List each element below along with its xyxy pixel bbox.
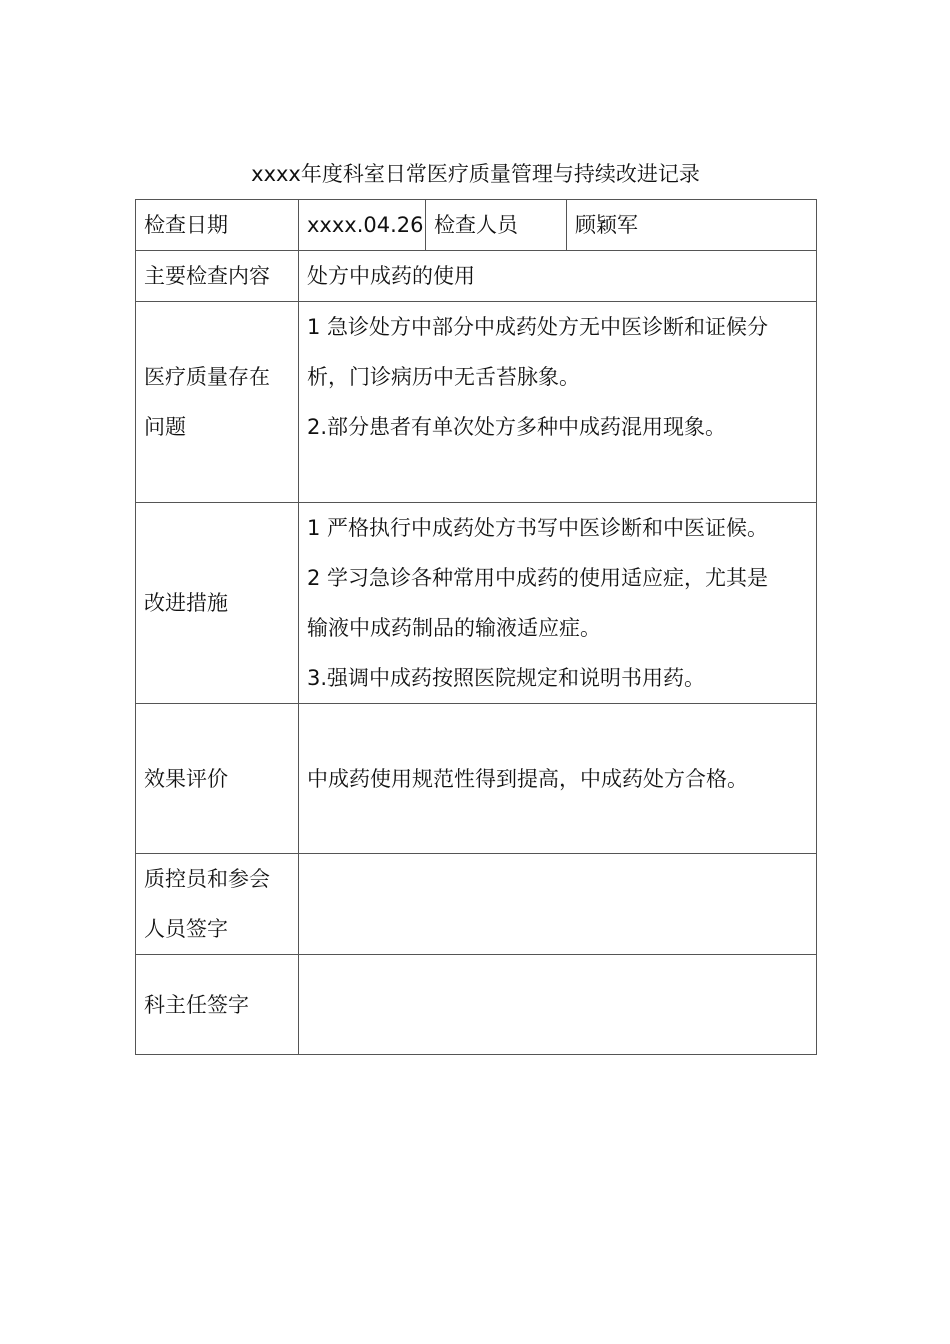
problems-label: 医疗质量存在问题 — [136, 302, 299, 503]
inspection-date-value: xxxx.04.26 — [299, 200, 426, 251]
measures-content — [299, 503, 817, 704]
main-content-value: 处方中成药的使用 — [299, 251, 817, 302]
problems-line-3: 2.部分患者有单次处方多种中成药混用现象。 — [307, 415, 727, 439]
measures-line-4: 3.强调中成药按照医院规定和说明书用药。 — [307, 666, 706, 690]
problems-blank-line — [307, 452, 808, 502]
row-director-sign — [136, 955, 817, 1055]
row-qc-sign — [136, 854, 817, 955]
director-sign-label: 科主任签字 — [136, 955, 299, 1055]
measures-line-3: 输液中成药制品的输液适应症。 — [307, 616, 601, 640]
effect-value: 中成药使用规范性得到提高，中成药处方合格。 — [299, 704, 817, 854]
problems-content — [299, 302, 817, 503]
director-sign-field — [299, 955, 817, 1055]
inspector-value: 顾颖军 — [567, 200, 817, 251]
qc-sign-label: 质控员和参会人员签字 — [136, 854, 299, 955]
row-effect — [136, 704, 817, 854]
inspection-date-label: 检查日期 — [136, 200, 299, 251]
inspector-label: 检查人员 — [426, 200, 567, 251]
qc-sign-field — [299, 854, 817, 955]
row-measures — [136, 503, 817, 704]
main-content-label: 主要检查内容 — [136, 251, 299, 302]
effect-label: 效果评价 — [136, 704, 299, 854]
problems-line-1: 1 急诊处方中部分中成药处方无中医诊断和证候分 — [307, 315, 769, 339]
measures-label: 改进措施 — [136, 503, 299, 704]
row-problems — [136, 302, 817, 503]
row-inspection — [136, 200, 817, 251]
measures-line-1: 1 严格执行中成药处方书写中医诊断和中医证候。 — [307, 516, 769, 540]
record-table — [135, 199, 817, 1055]
measures-line-2: 2 学习急诊各种常用中成药的使用适应症，尤其是 — [307, 566, 769, 590]
document-title: xxxx年度科室日常医疗质量管理与持续改进记录 — [251, 162, 700, 186]
row-main-content — [136, 251, 817, 302]
problems-line-2: 析，门诊病历中无舌苔脉象。 — [307, 365, 580, 389]
